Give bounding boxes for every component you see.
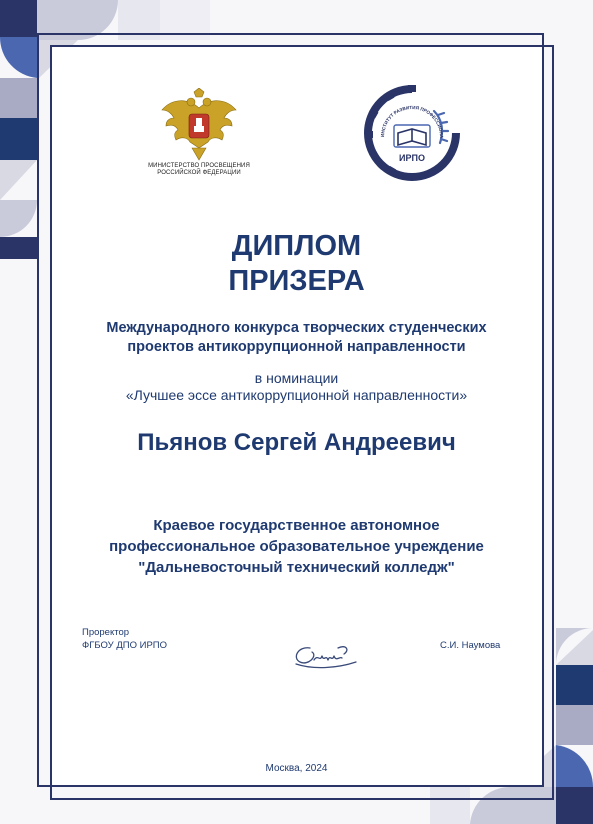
signatory-role-line-1: Проректор	[82, 627, 130, 638]
signatory-name: С.И. Наумова	[440, 640, 501, 651]
competition-line-1: Международного конкурса творческих студенческих	[106, 320, 487, 336]
place-date: Москва, 2024	[265, 763, 328, 774]
nomination	[60, 370, 533, 404]
irpo-ring-text: ИНСТИТУТ РАЗВИТИЯ ПРОФЕССИОНА	[379, 104, 445, 139]
organization-line-3: "Дальневосточный технический колледж"	[138, 559, 455, 576]
organization	[50, 515, 543, 578]
irpo-abbr: ИРПО	[399, 153, 425, 163]
ministry-eagle-emblem-icon	[158, 88, 240, 164]
ministry-caption	[140, 163, 258, 177]
diploma-sheet	[52, 47, 542, 785]
irpo-logo	[364, 85, 460, 181]
ministry-line-1: МИНИСТЕРСТВО ПРОСВЕЩЕНИЯ	[148, 163, 250, 169]
organization-line-1: Краевое государственное автономное	[153, 517, 440, 534]
signatory-role	[82, 626, 167, 652]
signatory-role-line-2: ФГБОУ ДПО ИРПО	[82, 640, 168, 651]
organization-line-2: профессиональное образовательное учреждение	[109, 538, 484, 555]
recipient-name: Пьянов Сергей Андреевич	[137, 429, 456, 456]
handwritten-signature	[288, 638, 360, 672]
ministry-line-2: РОССИЙСКОЙ ФЕДЕРАЦИИ	[157, 170, 241, 176]
nomination-title: «Лучшее эссе антикоррупционной направленности»	[125, 387, 468, 403]
diploma-subtitle: ПРИЗЕРА	[228, 265, 365, 297]
nomination-label: в номинации	[254, 370, 339, 386]
competition-name	[60, 319, 533, 357]
competition-line-2: проектов антикоррупционной направленности	[127, 339, 466, 355]
diploma-title: ДИПЛОМ	[231, 230, 362, 262]
